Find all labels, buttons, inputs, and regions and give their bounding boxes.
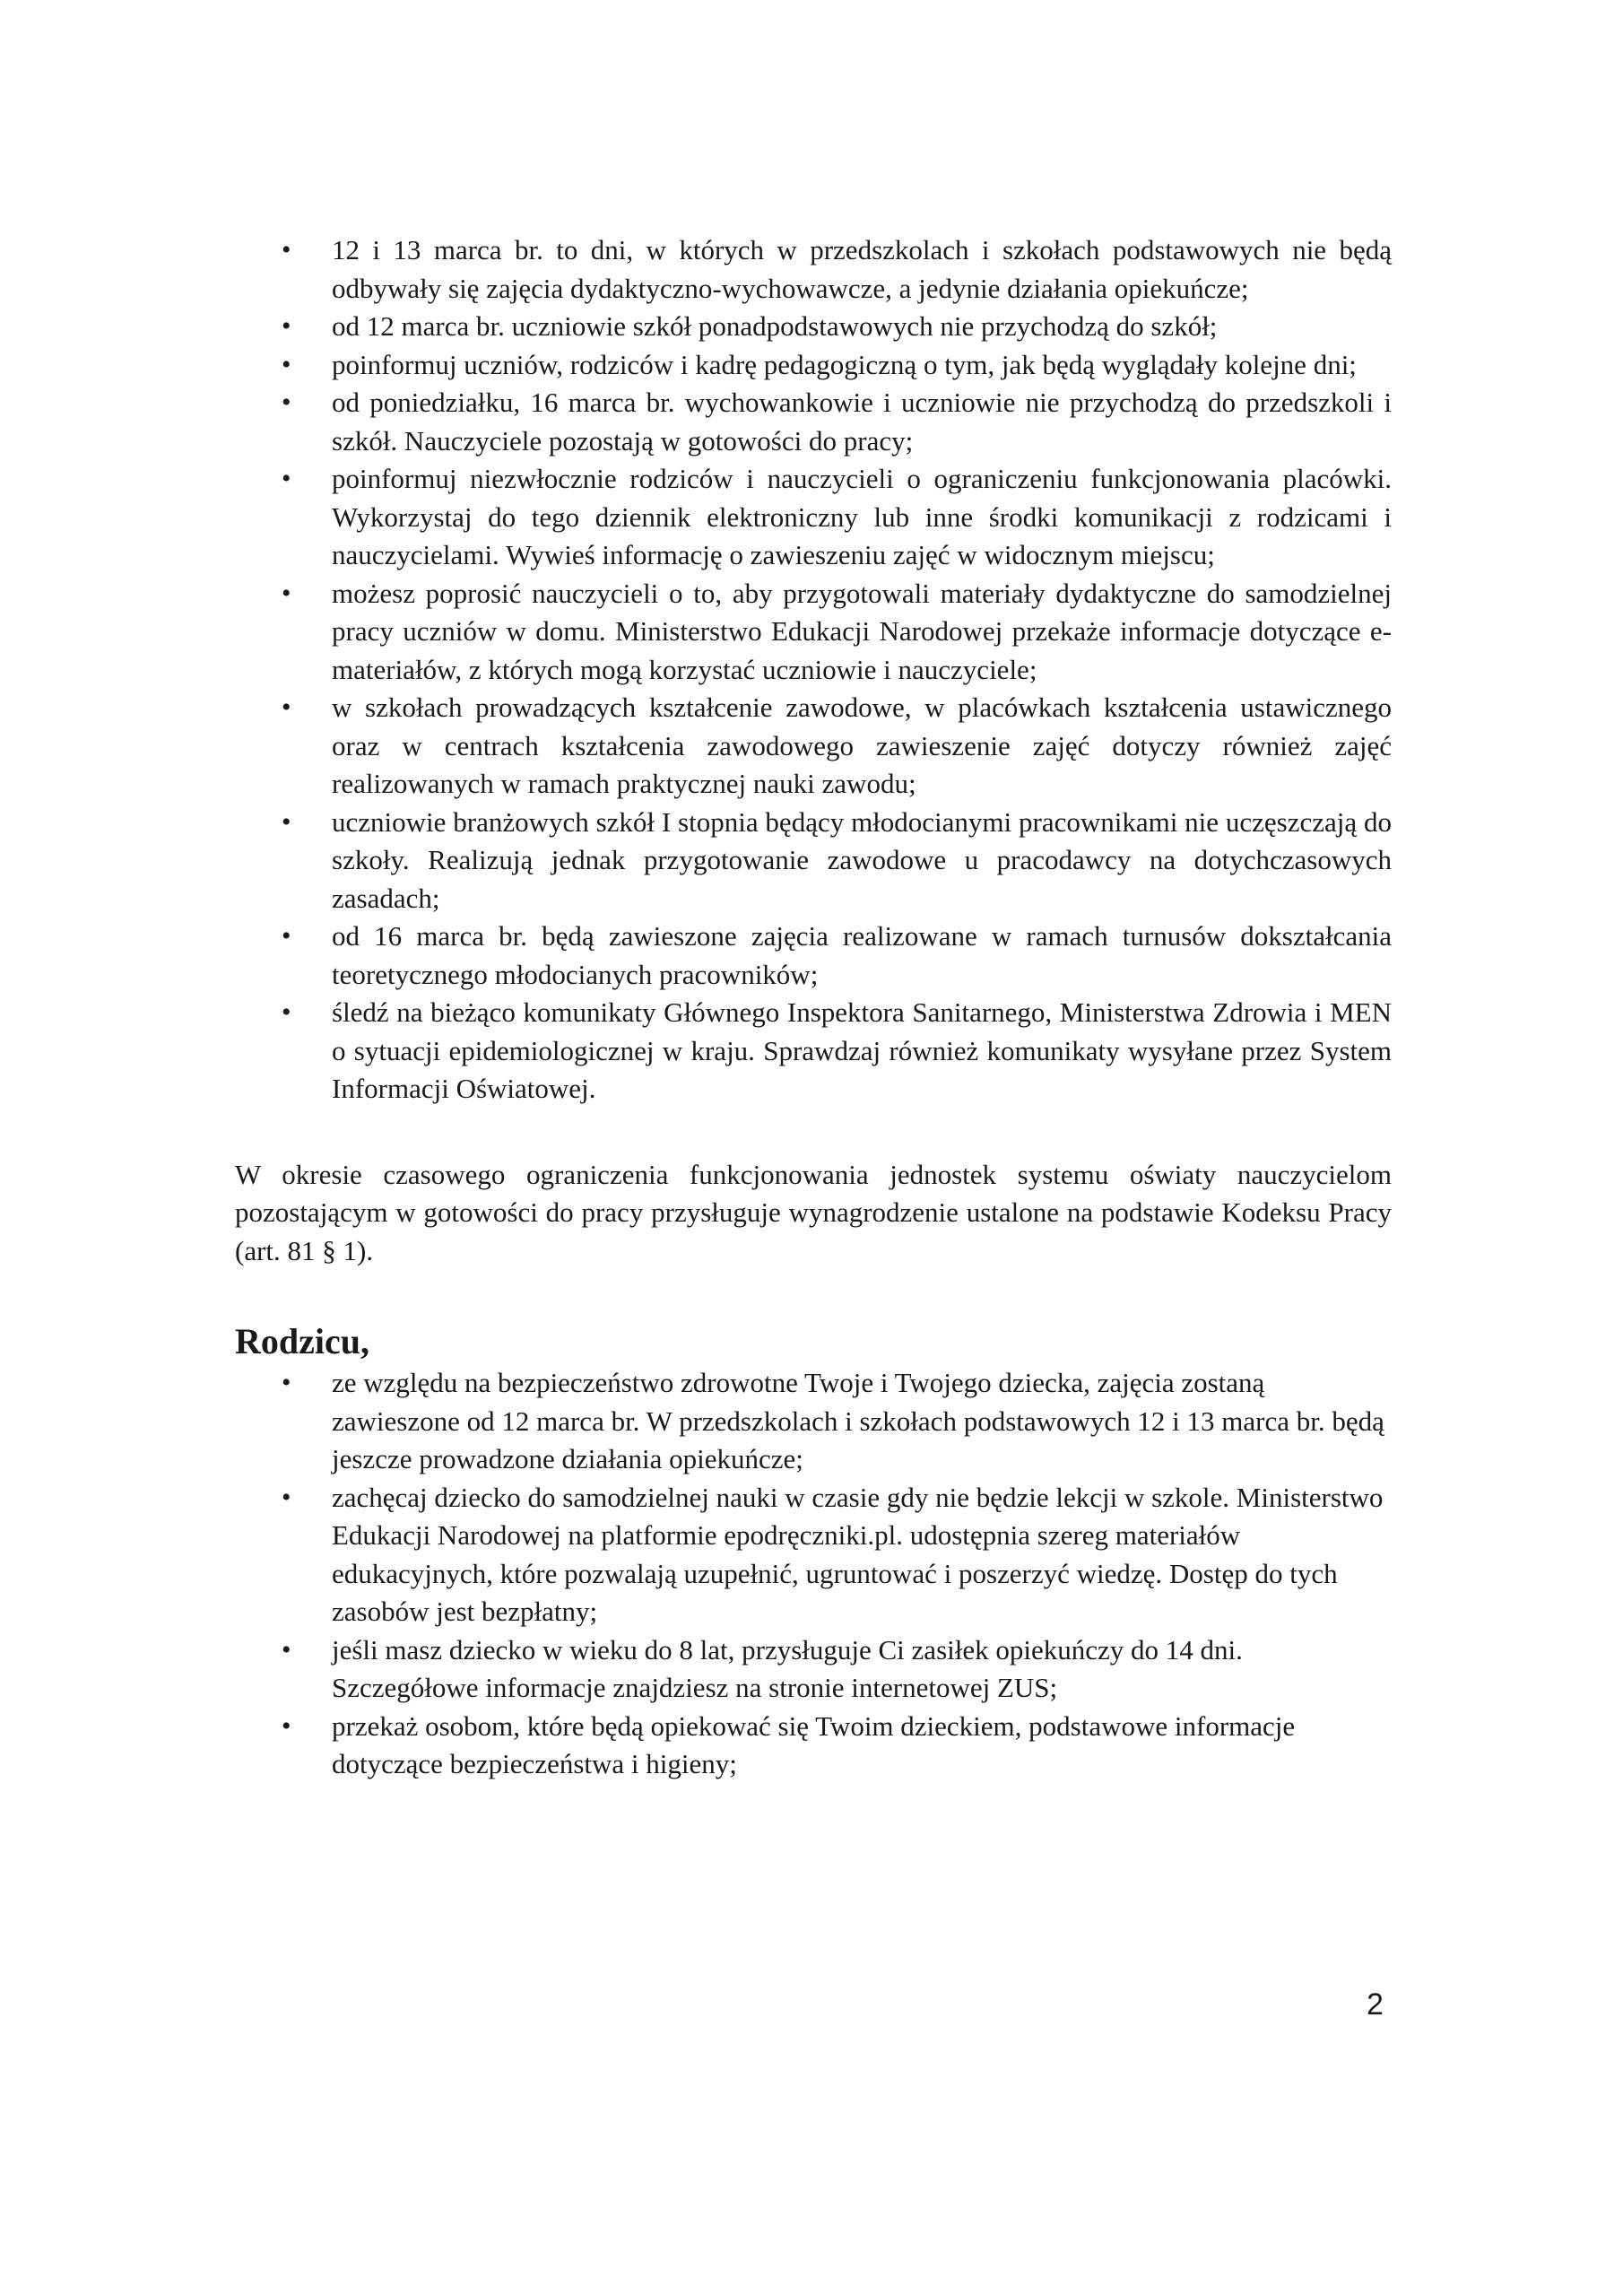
bullet-icon: • [282,349,291,379]
list-item [235,1479,1392,1631]
list-item [235,384,1392,460]
list-item [235,575,1392,690]
list-item-text: śledź na bieżąco komunikaty Głównego Inspektora Sanitarnego, Ministerstwa Zdrowia i MEN o sytuacji epidemiologicznej w kraju. Sprawdzaj również komunikaty wysyłane przez System Informacji Oświatowej. [332,996,1392,1104]
bullet-icon: • [282,921,291,951]
director-instructions-list [235,231,1392,1109]
list-item [235,231,1392,308]
bullet-icon: • [282,311,291,341]
list-item-text: przekaż osobom, które będą opiekować się Twoim dzieckiem, podstawowe informacje dotyczące bezpieczeństwa i higieny; [332,1709,1296,1779]
list-item-text: w szkołach prowadzących kształcenie zawodowe, w placówkach kształcenia ustawicznego oraz w centrach kształcenia zawodowego zawieszenie zajęć dotyczy również zajęć realizowanych w ramach praktycznej nauki zawodu; [332,691,1392,799]
list-item [235,460,1392,575]
list-item-text: możesz poprosić nauczycieli o to, aby przygotowali materiały dydaktyczne do samodzielnej pracy uczniów w domu. Ministerstwo Edukacji Narodowej przekaże informacje dotyczące e-materiałów, z których mogą korzystać uczniowie i nauczyciele; [332,577,1392,685]
list-item-text: zachęcaj dziecko do samodzielnej nauki w czasie gdy nie będzie lekcji w szkole. Ministerstwo Edukacji Narodowej na platformie epodręczniki.pl. udostępnia szereg materiałów edukacyjnych, które pozwalają uzupełnić, ugruntować i poszerzyć wiedzę. Dostęp do tych zasobów jest bezpłatny; [332,1481,1384,1627]
bullet-icon: • [282,997,291,1027]
list-item [235,308,1392,346]
list-item [235,994,1392,1109]
page-content [235,231,1392,1784]
list-item [235,1631,1392,1708]
page-number: 2 [1367,1987,1384,2022]
bullet-icon: • [282,578,291,608]
list-item-text: jeśli masz dziecko w wieku do 8 lat, przysługuje Ci zasiłek opiekuńczy do 14 dni. Szczegółowe informacje znajdziesz na stronie internetowej ZUS; [332,1633,1243,1703]
list-item-text: ze względu na bezpieczeństwo zdrowotne Twoje i Twojego dziecka, zajęcia zostaną zawieszone od 12 marca br. W przedszkolach i szkołach podstawowych 12 i 13 marca br. będą jeszcze prowadzone działania opiekuńcze; [332,1367,1384,1474]
bullet-icon: • [282,806,291,837]
teacher-salary-paragraph: W okresie czasowego ograniczenia funkcjonowania jednostek systemu oświaty nauczycielom pozostającym w gotowości do pracy przysługuje wynagrodzenie ustalone na podstawie Kodeksu Pracy (art. 81 § 1). [235,1158,1392,1266]
bullet-icon: • [282,1482,291,1512]
list-item [235,689,1392,804]
list-item-text: uczniowie branżowych szkół I stopnia będący młodocianymi pracownikami nie uczęszczają do szkoły. Realizują jednak przygotowanie zawodowe u pracodawcy na dotychczasowych zasadach; [332,805,1392,914]
bullet-icon: • [282,1710,291,1741]
bullet-icon: • [282,1368,291,1397]
bullet-icon: • [282,387,291,417]
list-item-text: 12 i 13 marca br. to dni, w których w przedszkolach i szkołach podstawowych nie będą odbywały się zajęcia dydaktyczno-wychowawcze, a jedynie działania opiekuńcze; [332,234,1392,304]
list-item-text: od 16 marca br. będą zawieszone zajęcia realizowane w ramach turnusów dokształcania teoretycznego młodocianych pracowników; [332,920,1392,990]
bullet-icon: • [282,692,291,722]
list-item-text: od 12 marca br. uczniowie szkół ponadpodstawowych nie przychodzą do szkół; [332,310,1218,342]
list-item [235,1708,1392,1784]
list-item-text: poinformuj uczniów, rodziców i kadrę pedagogiczną o tym, jak będą wyglądały kolejne dni; [332,348,1357,380]
bullet-icon: • [282,464,291,493]
list-item [235,918,1392,994]
list-item-text: poinformuj niezwłocznie rodziców i nauczycieli o ograniczeniu funkcjonowania placówki. Wykorzystaj do tego dziennik elektroniczny lub inne środki komunikacji z rodzicami i nauczycielami. Wywieś informację o zawieszeniu zajęć w widocznym miejscu; [332,463,1392,570]
list-item [235,804,1392,918]
bullet-icon: • [282,235,291,265]
list-item [235,1364,1392,1479]
bullet-icon: • [282,1634,291,1665]
section-heading-parents: Rodzicu, [235,1321,369,1361]
parent-instructions-list [235,1364,1392,1784]
list-item-text: od poniedziałku, 16 marca br. wychowankowie i uczniowie nie przychodzą do przedszkoli i szkół. Nauczyciele pozostają w gotowości do pracy; [332,387,1392,457]
list-item [235,346,1392,385]
